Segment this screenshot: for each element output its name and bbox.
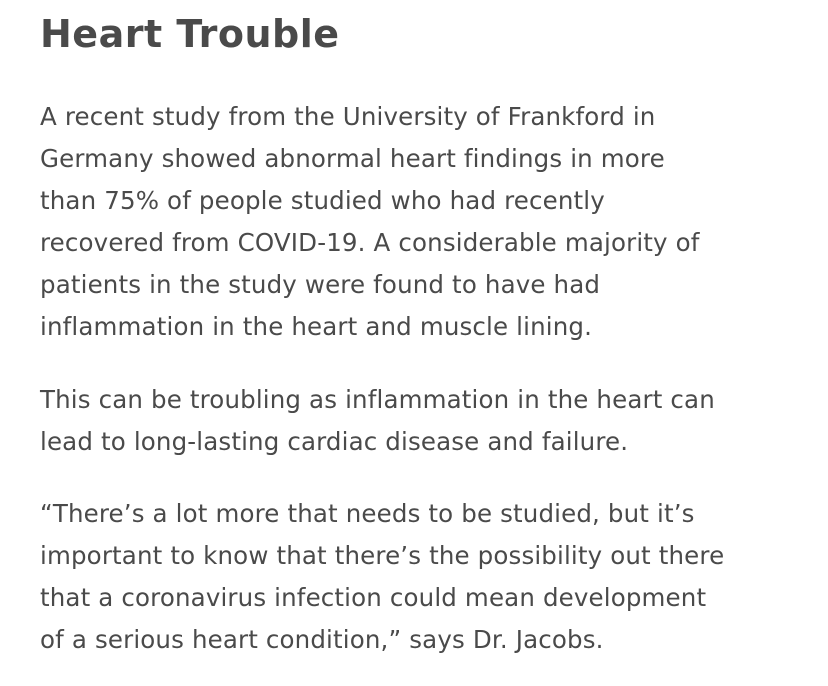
text-line: inflammation in the heart and muscle lining. [40, 312, 593, 341]
text-line: than 75% of people studied who had recently [40, 186, 605, 215]
text-line: Germany showed abnormal heart findings in more [40, 144, 665, 173]
text-line: important to know that there’s the possibility out there [40, 541, 725, 570]
paragraph-troubling [40, 379, 715, 463]
text-line: recovered from COVID-19. A considerable majority of [40, 228, 700, 257]
text-line: “There’s a lot more that needs to be studied, but it’s [40, 499, 695, 528]
text-line: This can be troubling as inflammation in the heart can [40, 385, 715, 414]
text-line: of a serious heart condition,” says Dr. Jacobs. [40, 625, 604, 654]
article-title: Heart Trouble [40, 12, 340, 56]
paragraph-study [40, 96, 700, 348]
text-line: A recent study from the University of Frankford in [40, 102, 656, 131]
paragraph-quote [40, 493, 724, 661]
text-line: that a coronavirus infection could mean development [40, 583, 707, 612]
text-line: patients in the study were found to have had [40, 270, 601, 299]
text-line: lead to long-lasting cardiac disease and failure. [40, 427, 629, 456]
